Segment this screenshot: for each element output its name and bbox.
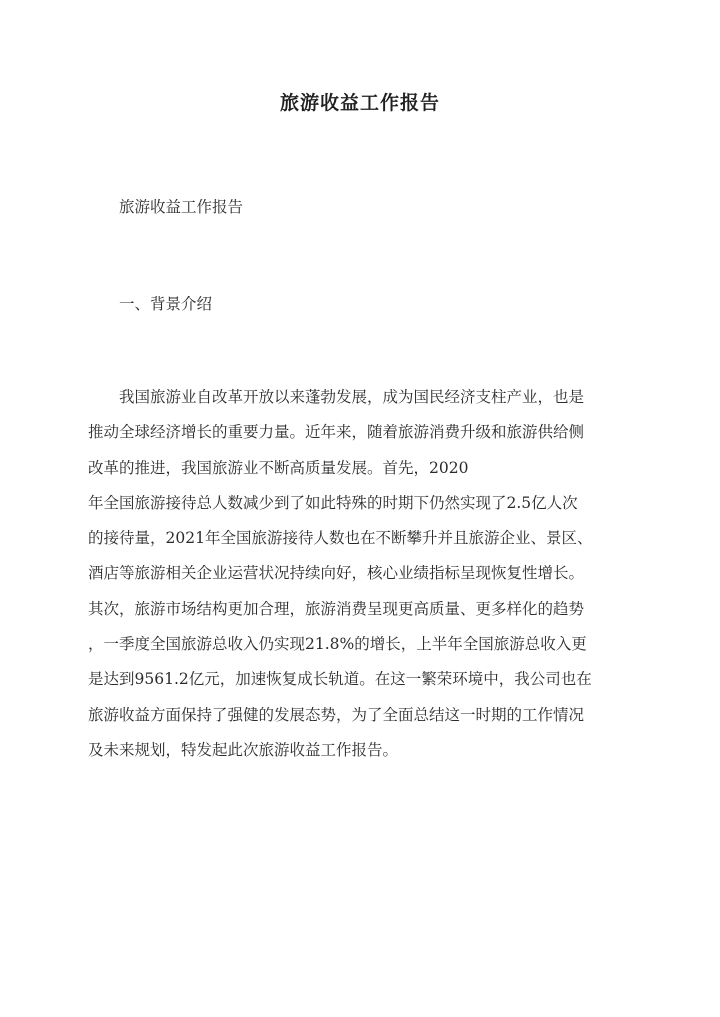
paragraph-line: 的接待量，2021年全国旅游接待人数也在不断攀升并且旅游企业、景区、 <box>88 529 593 548</box>
paragraph-line: 年全国旅游接待总人数减少到了如此特殊的时期下仍然实现了2.5亿人次 <box>88 493 578 512</box>
paragraph-line: 改革的推进，我国旅游业不断高质量发展。首先，2020 <box>88 458 469 477</box>
document-subtitle: 旅游收益工作报告 <box>119 198 244 216</box>
paragraph-line: 是达到9561.2亿元，加速恢复成长轨道。在这一繁荣环境中，我公司也在 <box>88 670 592 689</box>
paragraph-line: 旅游收益方面保持了强健的发展态势，为了全面总结这一时期的工作情况 <box>88 705 585 724</box>
paragraph-line: 我国旅游业自改革开放以来蓬勃发展，成为国民经济支柱产业，也是 <box>119 388 585 406</box>
section-heading: 一、背景介绍 <box>119 295 213 313</box>
paragraph-line: 及未来规划，特发起此次旅游收益工作报告。 <box>88 740 399 759</box>
paragraph-line: 酒店等旅游相关企业运营状况持续向好，核心业绩指标呈现恢复性增长。 <box>88 564 585 583</box>
paragraph-line: ，一季度全国旅游总收入仍实现21.8%的增长，上半年全国旅游总收入更 <box>88 635 587 654</box>
paragraph-line: 推动全球经济增长的重要力量。近年来，随着旅游消费升级和旅游供给侧 <box>88 423 585 442</box>
paragraph-line: 其次，旅游市场结构更加合理，旅游消费呈现更高质量、更多样化的趋势 <box>88 599 585 618</box>
document-title: 旅游收益工作报告 <box>279 92 440 114</box>
body-paragraph <box>88 386 638 774</box>
